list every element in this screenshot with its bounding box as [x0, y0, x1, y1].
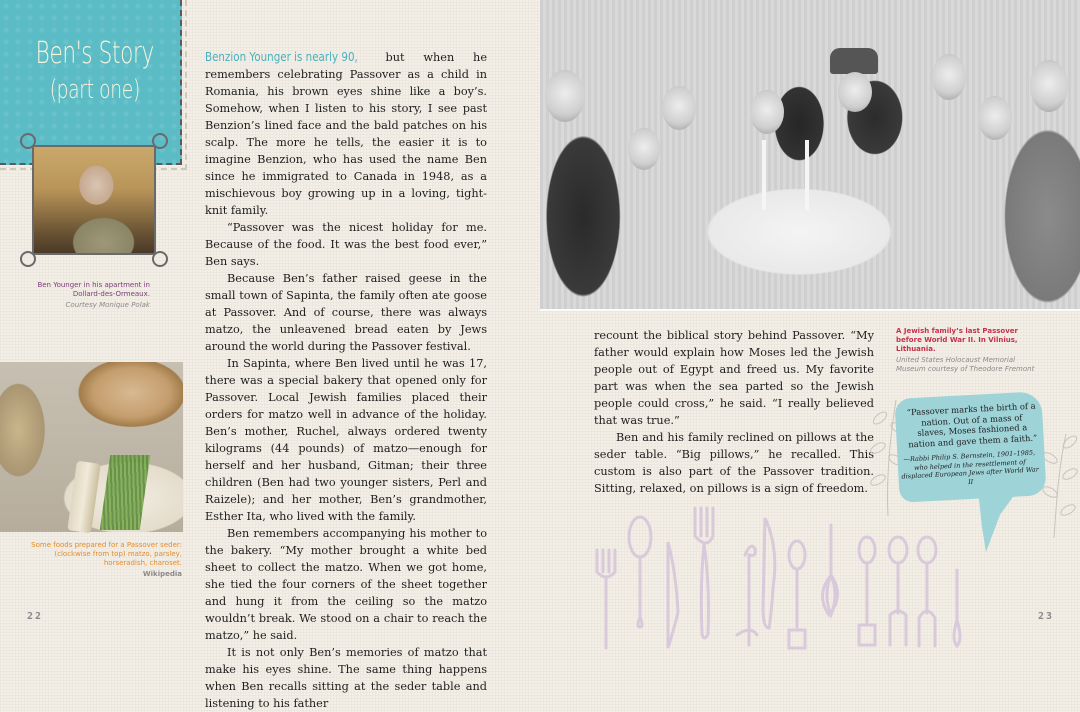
spatula-2-icon [859, 537, 875, 645]
page-title [30, 36, 160, 108]
body-text-right [594, 327, 874, 497]
small-spoon-icon [954, 570, 960, 646]
butter-knife-icon [763, 518, 775, 628]
lead-in: Benzion Younger is nearly 90, [205, 50, 358, 64]
paragraph: It is not only Ben’s memories of matzo that make his eyes shine. The same thing happens when Ben recalls sitting at the seder table and listening to his father [205, 646, 487, 710]
body-text-left [205, 49, 487, 712]
hat [830, 48, 878, 74]
candle [805, 140, 809, 210]
person [978, 96, 1012, 140]
portrait-photo [32, 145, 156, 255]
person [1030, 60, 1068, 112]
person [628, 128, 660, 170]
slotted-spoon-icon [918, 537, 936, 646]
quote-attribution: —Rabbi Philip S. Bernstein, 1901–1985, who helped in the resettlement of displaced European Jews after World War II [901, 448, 1040, 486]
family-photo-credit: United States Holocaust Memorial Museum courtesy of Theodore Fremont [896, 356, 1035, 373]
paragraph: Because Ben’s father raised geese in the small town of Sapinta, the family often ate goose at Passover. And of course, there was always matzo, the unleavened bread eaten by Jews around the world during the Passover festival. [205, 272, 487, 353]
paragraph: Benzion Younger is nearly 90, but when he remembers celebrating Passover as a child in Romania, his brown eyes shine like a boy’s. Somehow, when I listen to his story, I see past Benzion’s lined face and the bald patches on his scalp. The more he tells, the easier it is to imagine Benzion, who has used the name Ben since he immigrated to Canada in 1948, as a mischievous boy growing up in a loving, tight-knit family. [205, 50, 487, 217]
fork-large-icon [695, 508, 713, 638]
paragraph: recount the biblical story behind Passover. “My father would explain how Moses led the Jewish people out of Egypt and freed us. My favorite part was when the sea parted so the Jewish people could cross,” he said. “I really believed that was true.” [594, 329, 874, 427]
food-caption [20, 541, 182, 579]
quote-text: “Passover marks the birth of a nation. Out of a mass of slaves, Moses fashioned a nation and gave them a faith.” [906, 400, 1038, 449]
page-number-left: 22 [27, 611, 44, 622]
person [662, 86, 696, 130]
frame-curl-icon [152, 133, 168, 149]
family-photo-caption-text: A Jewish family’s last Passover before World War II. In Vilnius, Lithuania. [896, 327, 1018, 353]
person [932, 54, 966, 100]
person [750, 90, 784, 134]
family-photo-caption [896, 327, 1046, 374]
portrait-caption-text: Ben Younger in his apartment in Dollard-des-Ormeaux. [37, 281, 150, 298]
portrait-frame [24, 137, 164, 263]
left-page [0, 0, 540, 710]
frame-curl-icon [20, 133, 36, 149]
spatula-icon [789, 541, 805, 648]
title-line-2: (part one) [49, 75, 140, 105]
whisk-icon [822, 525, 837, 615]
carving-fork-icon [889, 537, 907, 645]
laurel-branch-icon [1040, 430, 1080, 540]
portrait-caption [30, 281, 150, 310]
person [838, 72, 872, 112]
frame-curl-icon [20, 251, 36, 267]
food-caption-text: Some foods prepared for a Passover seder: (clockwise from top) matzo, parsley, horseradish, charoset. [31, 541, 182, 567]
food-credit: Wikipedia [142, 570, 182, 578]
page-number-right: 23 [1038, 611, 1055, 622]
paragraph: In Sapinta, where Ben lived until he was 17, there was a special bakery that opened only for Passover. Local Jewish families placed their orders for matzo well in advance of the holiday. Ben’s mother, Ruchel, always ordered twenty kilograms (44 pounds) of matzo—enough for herself and her husband, Gitman; their three children (Ben had two younger sisters, Perl and Raizele); and her mother, Ben’s grandmother, Esther Ita, who lived with the family. [205, 357, 487, 523]
ladle-icon [737, 546, 757, 645]
paragraph: Ben and his family reclined on pillows at the seder table. “Big pillows,” he recalled. This custom is also part of the Passover tradition. Sitting, relaxed, on pillows is a sign of freedom. [594, 431, 874, 495]
frame-curl-icon [152, 251, 168, 267]
candle [762, 140, 766, 210]
paragraph: Ben remembers accompanying his mother to the bakery. “My mother brought a white bed sheet to collect the matzo. When we got home, she tied the four corners of the sheet together and hung it from the ceiling so the matzo wouldn’t break. We stood on a chair to reach the matzo,” he said. [205, 527, 487, 642]
person [545, 70, 585, 122]
family-passover-photo [540, 0, 1080, 311]
paragraph: “Passover was the nicest holiday for me. Because of the food. It was the best food ever,” Ben says. [205, 221, 487, 268]
fork-icon [597, 550, 615, 648]
title-line-1: Ben's Story [35, 36, 154, 71]
spoon-icon [629, 517, 651, 627]
portrait-credit: Courtesy Monique Polak [65, 301, 150, 309]
utensils-illustration [585, 500, 1025, 648]
knife-icon [668, 542, 678, 648]
